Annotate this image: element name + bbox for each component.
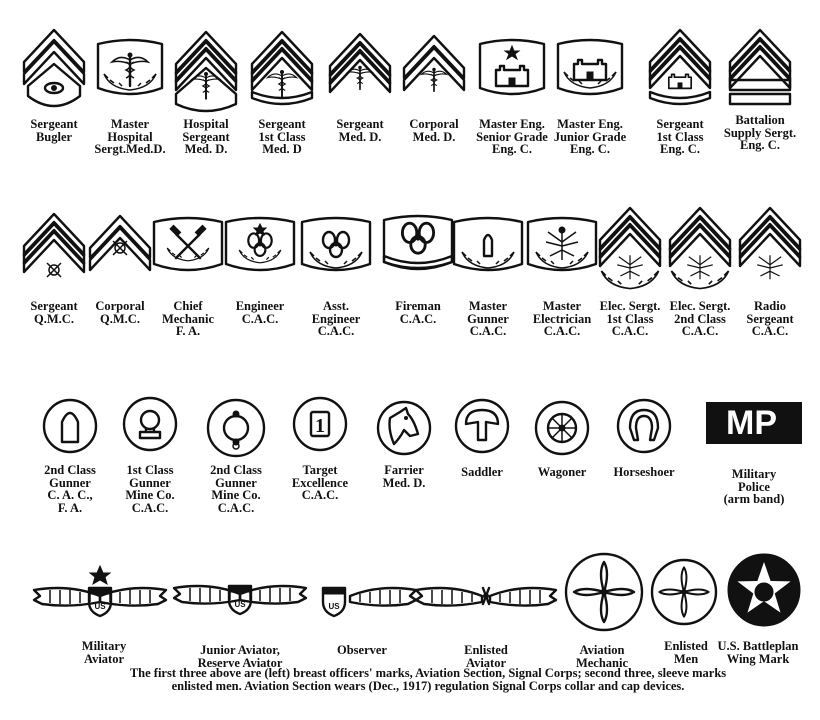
single-wing-shield-icon (350, 596, 351, 597)
wings-star-icon (100, 596, 101, 597)
propeller-arc-icon (418, 244, 419, 245)
label-sergeant-bugler: Sergeant Bugler (30, 117, 78, 144)
label-hospital-sergeant: Hospital Sergeant Med. D. (182, 117, 230, 156)
label-sergeant-qmc: Sergeant Q.M.C. (30, 299, 78, 326)
label-master-eng-senior: Master Eng. Senior Grade Eng. C. (476, 117, 548, 156)
projectile-wreath-icon (488, 246, 489, 247)
label-observer: Observer (337, 643, 387, 657)
label-wagoner: Wagoner (537, 465, 587, 479)
label-junior-aviator: Junior Aviator, Reserve Aviator (197, 643, 283, 670)
wheel-circle-icon (562, 428, 563, 429)
label-sergeant-1st-class-eng: Sergeant 1st Class Eng. C. (656, 117, 704, 156)
label-asst-engineer: Asst. Engineer C.A.C. (311, 299, 361, 338)
label-military-aviator: Military Aviator (81, 639, 127, 666)
chevron-wheel-icon (54, 248, 55, 249)
crossed-hammers-icon (188, 246, 189, 247)
chevron-castle-icon (680, 64, 681, 65)
label-master-gunner: Master Gunner C.A.C. (467, 299, 509, 338)
propeller-star-icon (260, 246, 261, 247)
label-military-police: Military Police (arm band) (723, 467, 785, 506)
label-master-eng-junior: Master Eng. Junior Grade Eng. C. (553, 117, 627, 156)
chevron-caduceus-icon (360, 68, 361, 69)
chevron-caduceus-icon (282, 66, 283, 67)
svg-text:1: 1 (315, 415, 325, 437)
label-master-hospital-sergt: Master Hospital Sergt.Med.D. (94, 117, 166, 156)
lightning-wreath-icon (562, 246, 563, 247)
chevron-caduceus-icon (206, 66, 207, 67)
propeller-circle-icon (604, 592, 605, 593)
numeral-one-circle-icon (315, 415, 325, 437)
label-radio-sergeant: Radio Sergeant C.A.C. (746, 299, 794, 338)
castle-star-icon (512, 70, 513, 71)
label-saddler: Saddler (461, 465, 503, 479)
chevron-lightning-icon (770, 242, 771, 243)
label-fireman-cac: Fireman C.A.C. (395, 299, 441, 326)
mp-armband-icon: MP (726, 404, 777, 442)
label-aviation-mechanic: Aviation Mechanic (575, 643, 629, 670)
wings-propeller-icon (486, 596, 487, 597)
label-battleplan-wing-mark: U.S. Battleplan Wing Mark (717, 639, 799, 666)
label-master-electrician: Master Electrician C.A.C. (532, 299, 592, 338)
footnote-text: The first three above are (left) breast officers' marks, Aviation Section, Signal Corps; second three, sleeve marks enlisted men. Aviation Section wears (Dec., 1917) regulation Signal Corps collar and cap devices. (129, 666, 727, 693)
label-engineer-cac: Engineer C.A.C. (235, 299, 285, 326)
label-elec-sergt-1st: Elec. Sergt. 1st Class C.A.C. (599, 299, 661, 338)
label-2nd-class-gunner-mine: 2nd Class Gunner Mine Co. C.A.C. (210, 463, 262, 515)
caduceus-wreath-icon (130, 70, 131, 71)
label-corporal-med: Corporal Med. D. (409, 117, 459, 144)
label-battalion-supply-sergt: Battalion Supply Sergt. Eng. C. (723, 113, 797, 152)
chevron-wheel-icon (120, 250, 121, 251)
mine-ring-circle-icon (236, 428, 237, 429)
label-enlisted-aviator: Enlisted Aviator (464, 643, 508, 670)
star-roundel-icon (764, 590, 765, 591)
label-sergeant-med: Sergeant Med. D. (336, 117, 384, 144)
insignia-military-police (706, 402, 802, 444)
label-horseshoer: Horseshoer (613, 465, 675, 479)
horseshoe-circle-icon (644, 426, 645, 427)
label-farrier: Farrier Med. D. (382, 463, 426, 490)
label-chief-mechanic: Chief Mechanic F. A. (161, 299, 215, 338)
projectile-circle-icon (70, 426, 71, 427)
label-enlisted-men: Enlisted Men (664, 639, 708, 666)
castle-wreath-icon (590, 70, 591, 71)
propeller-circle-small-icon (684, 592, 685, 593)
horse-head-circle-icon (404, 428, 405, 429)
label-corporal-qmc: Corporal Q.M.C. (95, 299, 145, 326)
saddler-knife-circle-icon (482, 426, 483, 427)
chevron-tie-icon (760, 64, 761, 65)
chevron-lightning-icon (630, 242, 631, 243)
label-sergeant-1st-class-med: Sergeant 1st Class Med. D (258, 117, 306, 156)
chevron-caduceus-icon (434, 70, 435, 71)
label-target-excellence: Target Excellence C.A.C. (291, 463, 349, 502)
label-2nd-class-gunner: 2nd Class Gunner C. A. C., F. A. (44, 463, 96, 515)
wings-shield-icon (240, 594, 241, 595)
propeller-wreath-icon (336, 246, 337, 247)
chevron-lightning-icon (700, 242, 701, 243)
label-elec-sergt-2nd: Elec. Sergt. 2nd Class C.A.C. (669, 299, 731, 338)
label-1st-class-gunner-mine: 1st Class Gunner Mine Co. C.A.C. (125, 463, 175, 515)
mine-circle-icon (150, 424, 151, 425)
chevron-bugle-icon (54, 70, 55, 71)
